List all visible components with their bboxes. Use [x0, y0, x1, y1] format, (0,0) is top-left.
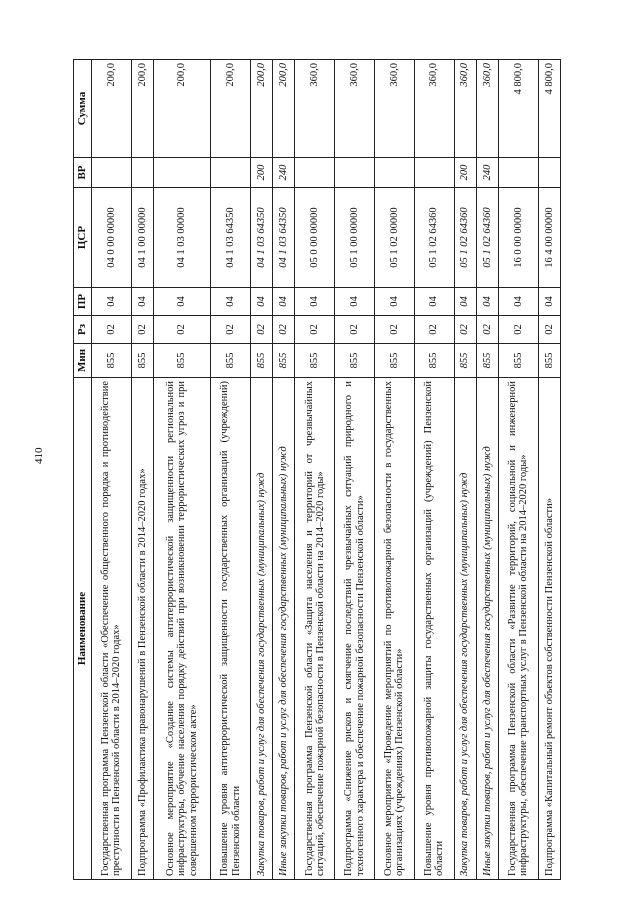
cell-min: 855 [92, 344, 132, 378]
cell-vr [131, 158, 153, 188]
cell-min: 855 [538, 344, 560, 378]
cell-rz: 02 [498, 316, 538, 344]
cell-name: Государственная программа Пензенской области «Развитие территорий, социальной и инженерной инфраструктуры, обеспечение транспортных услуг в Пензенской области на 2014–2020 годы» [498, 378, 538, 880]
table-row [273, 60, 295, 880]
cell-pr: 04 [295, 288, 335, 316]
budget-table [73, 59, 561, 880]
cell-vr: 240 [273, 158, 295, 188]
cell-rz: 02 [153, 316, 210, 344]
cell-sum: 360,0 [375, 60, 415, 158]
cell-sum: 200,0 [153, 60, 210, 158]
cell-name: Государственная программа Пензенской области «Обеспечение общественного порядка и противодействие преступности в Пензенской области в 2014–2020 годах» [92, 378, 132, 880]
cell-rz: 02 [538, 316, 560, 344]
cell-rz: 02 [375, 316, 415, 344]
cell-min: 855 [131, 344, 153, 378]
cell-min: 855 [476, 344, 498, 378]
header-sum: Сумма [74, 60, 92, 158]
cell-csr: 04 1 03 64350 [211, 188, 251, 288]
cell-csr: 05 1 02 64360 [414, 188, 454, 288]
cell-name: Закупка товаров, работ и услуг для обеспечения государственных (муниципальных) нужд [251, 378, 273, 880]
cell-sum: 4 800,0 [498, 60, 538, 158]
table-body [92, 60, 561, 880]
cell-name: Иные закупки товаров, работ и услуг для обеспечения государственных (муниципальных) нужд [273, 378, 295, 880]
header-rz: Рз [74, 316, 92, 344]
header-pr: ПР [74, 288, 92, 316]
cell-sum: 360,0 [414, 60, 454, 158]
page-number: 410 [33, 447, 45, 464]
table-row [295, 60, 335, 880]
table-row [454, 60, 476, 880]
cell-min: 855 [375, 344, 415, 378]
cell-name: Основное мероприятие «Создание системы антитеррористической защищенности региональной инфраструктуры, обучение населения порядку действий при возникновении террористических угроз и при совершенном террористическом акте» [153, 378, 210, 880]
cell-name: Подпрограмма «Снижение рисков и смягчение последствий чрезвычайных ситуаций природного и техногенного характера и обеспечение пожарной безопасности Пензенской области» [335, 378, 375, 880]
cell-min: 855 [414, 344, 454, 378]
table-row [335, 60, 375, 880]
table-row [476, 60, 498, 880]
cell-name: Основное мероприятие «Проведение мероприятий по противопожарной безопасности в государственных организациях (учреждениях) Пензенской области» [375, 378, 415, 880]
cell-vr [335, 158, 375, 188]
cell-sum: 360,0 [335, 60, 375, 158]
cell-name: Государственная программа Пензенской области «Защита населения и территорий от чрезвычайных ситуаций, обеспечение пожарной безопасности в Пензенской области на 2014–2020 годы» [295, 378, 335, 880]
cell-csr: 04 0 00 00000 [92, 188, 132, 288]
cell-name: Иные закупки товаров, работ и услуг для обеспечения государственных (муниципальных) нужд [476, 378, 498, 880]
cell-vr [538, 158, 560, 188]
cell-csr: 05 1 02 64360 [476, 188, 498, 288]
cell-csr: 05 1 02 00000 [375, 188, 415, 288]
cell-min: 855 [335, 344, 375, 378]
cell-name: Подпрограмма «Капитальный ремонт объектов собственности Пензенской области» [538, 378, 560, 880]
cell-vr [295, 158, 335, 188]
cell-min: 855 [454, 344, 476, 378]
table-row [538, 60, 560, 880]
cell-min: 855 [251, 344, 273, 378]
header-name: Наименование [74, 378, 92, 880]
cell-rz: 02 [414, 316, 454, 344]
cell-pr: 04 [476, 288, 498, 316]
cell-sum: 200,0 [211, 60, 251, 158]
cell-vr: 200 [454, 158, 476, 188]
cell-pr: 04 [92, 288, 132, 316]
cell-name: Повышение уровня противопожарной защиты государственных организаций (учреждений) Пензенской области [414, 378, 454, 880]
cell-csr: 05 1 02 64360 [454, 188, 476, 288]
cell-rz: 02 [454, 316, 476, 344]
cell-csr: 04 1 03 00000 [153, 188, 210, 288]
cell-vr: 240 [476, 158, 498, 188]
cell-pr: 04 [538, 288, 560, 316]
header-csr: ЦСР [74, 188, 92, 288]
header-min: Мин [74, 344, 92, 378]
cell-rz: 02 [295, 316, 335, 344]
table-row [92, 60, 132, 880]
cell-sum: 360,0 [476, 60, 498, 158]
cell-rz: 02 [251, 316, 273, 344]
cell-pr: 04 [251, 288, 273, 316]
cell-pr: 04 [414, 288, 454, 316]
cell-sum: 4 800,0 [538, 60, 560, 158]
cell-sum: 200,0 [131, 60, 153, 158]
cell-min: 855 [273, 344, 295, 378]
table-header-row [74, 60, 92, 880]
cell-pr: 04 [131, 288, 153, 316]
cell-name: Повышение уровня антитеррористической защищенности государственных организаций (учреждений) Пензенской области [211, 378, 251, 880]
rotated-page [73, 60, 561, 880]
cell-rz: 02 [211, 316, 251, 344]
table-row [498, 60, 538, 880]
cell-sum: 360,0 [454, 60, 476, 158]
cell-csr: 04 1 03 64350 [273, 188, 295, 288]
cell-sum: 200,0 [251, 60, 273, 158]
cell-rz: 02 [476, 316, 498, 344]
cell-vr: 200 [251, 158, 273, 188]
cell-pr: 04 [211, 288, 251, 316]
cell-sum: 200,0 [273, 60, 295, 158]
cell-sum: 360,0 [295, 60, 335, 158]
cell-min: 855 [295, 344, 335, 378]
cell-name: Подпрограмма «Профилактика правонарушений в Пензенской области в 2014–2020 годах» [131, 378, 153, 880]
cell-pr: 04 [335, 288, 375, 316]
cell-min: 855 [211, 344, 251, 378]
cell-pr: 04 [273, 288, 295, 316]
table-row [375, 60, 415, 880]
header-vr: ВР [74, 158, 92, 188]
cell-vr [153, 158, 210, 188]
table-row [211, 60, 251, 880]
cell-vr [92, 158, 132, 188]
cell-vr [498, 158, 538, 188]
cell-csr: 05 0 00 00000 [295, 188, 335, 288]
cell-csr: 16 4 00 00000 [538, 188, 560, 288]
cell-name: Закупка товаров, работ и услуг для обеспечения государственных (муниципальных) нужд [454, 378, 476, 880]
cell-pr: 04 [375, 288, 415, 316]
cell-csr: 16 0 00 00000 [498, 188, 538, 288]
cell-csr: 04 1 03 64350 [251, 188, 273, 288]
table-row [131, 60, 153, 880]
cell-rz: 02 [335, 316, 375, 344]
cell-pr: 04 [153, 288, 210, 316]
cell-min: 855 [153, 344, 210, 378]
cell-min: 855 [498, 344, 538, 378]
cell-vr [211, 158, 251, 188]
table-row [414, 60, 454, 880]
table-row [251, 60, 273, 880]
cell-vr [375, 158, 415, 188]
cell-rz: 02 [92, 316, 132, 344]
cell-vr [414, 158, 454, 188]
table-row [153, 60, 210, 880]
cell-rz: 02 [273, 316, 295, 344]
cell-pr: 04 [498, 288, 538, 316]
cell-rz: 02 [131, 316, 153, 344]
cell-sum: 200,0 [92, 60, 132, 158]
cell-pr: 04 [454, 288, 476, 316]
cell-csr: 04 1 00 00000 [131, 188, 153, 288]
cell-csr: 05 1 00 00000 [335, 188, 375, 288]
